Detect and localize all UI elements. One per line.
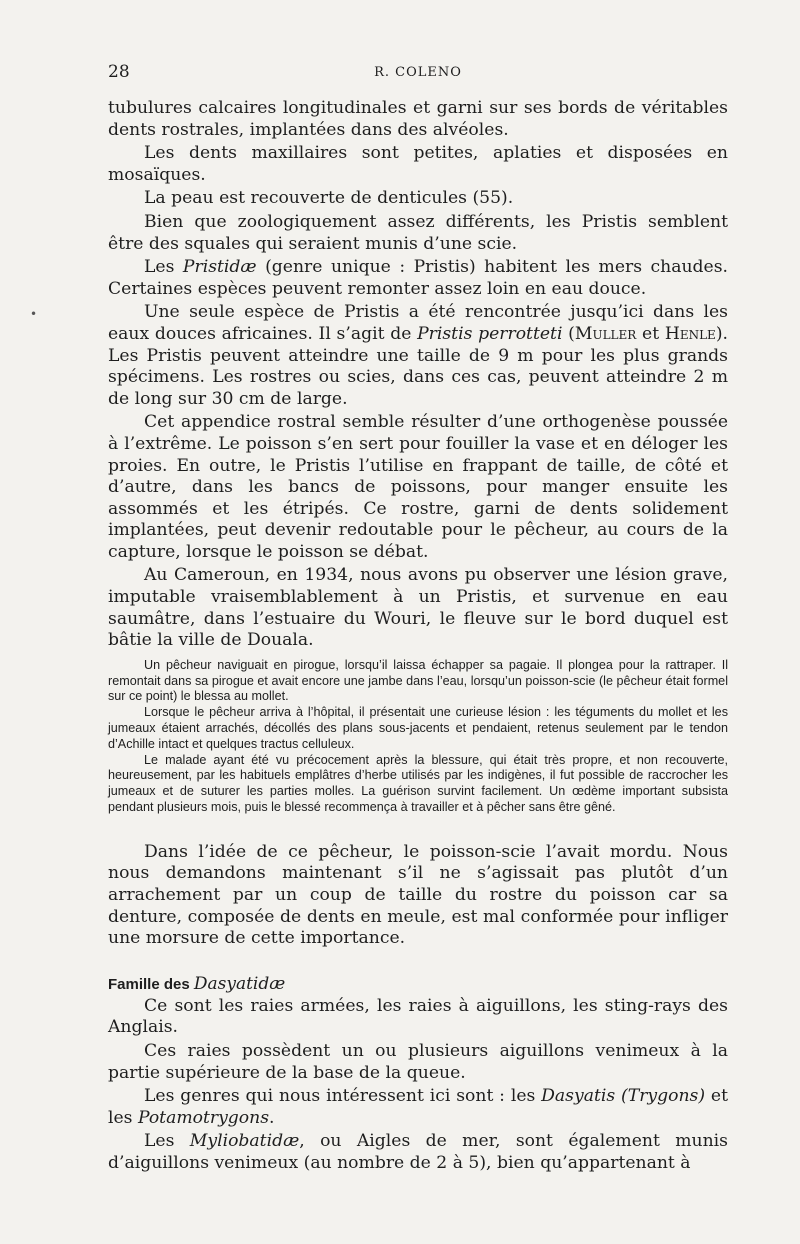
paragraph-13: Les Myliobatidæ, ou Aigles de mer, sont également munis d’aiguillons venimeux (au nombre de 2 à 5), bien qu’appartenant à xyxy=(108,1131,728,1173)
paragraph-8: Au Cameroun, en 1934, nous avons pu observer une lésion grave, imputable vraisemblablement à un Pristis, et survenue en eau saumâtre, dans l’estuaire du Wouri, le fleuve sur le bord duquel est bâtie la ville de Douala. xyxy=(108,565,728,651)
taxon-pristis-perrotteti: Pristis perrotteti xyxy=(417,323,563,344)
taxon-pristidae: Pristidæ xyxy=(182,257,257,278)
paragraph-12: Les genres qui nous intéressent ici sont : les Dasyatis (Trygons) et les Potamotrygons. xyxy=(108,1086,728,1128)
page-header xyxy=(108,62,728,84)
paragraph-9: Dans l’idée de ce pêcheur, le poisson-scie l’avait mordu. Nous nous demandons maintenant s’il ne s’agissait pas plutôt d’un arrachement par un coup de taille du rostre du poisson car sa denture, composée de dents en meule, est mal conformée pour infliger une morsure de cette importance. xyxy=(108,841,728,949)
case-paragraph-3: Le malade ayant été vu précocement après la blessure, qui était très propre, et non recouverte, heureusement, par les habituels emplâtres d’herbe utilisés par les indigènes, il fut possible de raccrocher les jumeaux et de suturer les parties molles. La guérison survint facilement. Un œdème important subsista pendant plusieurs mois, puis le blessé recommença à travailler et à pêcher sans être gêné. xyxy=(108,752,728,815)
paragraph-3: La peau est recouverte de denticules (55). xyxy=(144,188,514,209)
taxon-potamotrygons: Potamotrygons xyxy=(137,1107,270,1128)
taxon-dasyatis: Dasyatis (Trygons) xyxy=(541,1086,706,1107)
paragraph-5: Les Pristidæ (genre unique : Pristis) habitent les mers chaudes. Certaines espèces peuvent remonter assez loin en eau douce. xyxy=(108,257,729,299)
page-body xyxy=(108,98,728,1175)
page-number: 28 xyxy=(108,62,130,82)
margin-dot: • xyxy=(30,307,38,321)
paragraph-2: Les dents maxillaires sont petites, aplaties et disposées en mosaïques. xyxy=(108,143,728,185)
taxon-myliobatidae: Myliobatidæ xyxy=(189,1131,300,1152)
paragraph-6: Une seule espèce de Pristis a été rencontrée jusqu’ici dans les eaux douces africaines. Il s’agit de Pristis perrotteti (Muller et Henle). Les Pristis peuvent atteindre une taille de 9 m pour les plus grands spécimens. Les rostres ou scies, dans ces cas, peuvent atteindre 2 m de long sur 30 cm de large. xyxy=(108,302,728,409)
taxon-dasyatidae: Dasyatidæ xyxy=(193,973,286,994)
author-henle: Henle xyxy=(664,323,716,344)
paragraph-1: tubulures calcaires longitudinales et garni sur ses bords de véritables dents rostrales, implantées dans des alvéoles. xyxy=(108,98,728,140)
case-report xyxy=(108,658,728,816)
section-heading: Famille des Dasyatidæ xyxy=(108,973,286,994)
paragraph-4: Bien que zoologiquement assez différents, les Pristis semblent être des squales qui seraient munis d’une scie. xyxy=(108,211,728,254)
paragraph-11: Ces raies possèdent un ou plusieurs aiguillons venimeux à la partie supérieure de la base de la queue. xyxy=(108,1040,728,1083)
running-head-author: R. COLENO xyxy=(374,65,462,80)
paragraph-7: Cet appendice rostral semble résulter d’une orthogenèse poussée à l’extrême. Le poisson s’en sert pour fouiller la vase et en déloger les proies. En outre, le Pristis l’utilise en frappant de taille, de côté et d’autre, dans les bancs de poissons, pour manger ensuite les assommés et les étripés. Ce rostre, garni de dents solidement implantées, peut devenir redoutable pour le pêcheur, au cours de la capture, lorsque le poisson se débat. xyxy=(108,412,728,562)
case-paragraph-1: Un pêcheur naviguait en pirogue, lorsqu’il laissa échapper sa pagaie. Il plongea pour la rattraper. Il remontait dans sa pirogue et avait encore une jambe dans l’eau, lorsqu’un poisson-scie (le pêcheur était formel sur ce point) le blessa au mollet. xyxy=(108,657,728,704)
case-paragraph-2: Lorsque le pêcheur arriva à l’hôpital, il présentait une curieuse lésion : les téguments du mollet et les jumeaux étaient arrachés, décollés des plans sous-jacents et pendaient, retenus seulement par le tendon d’Achille intact et quelques tractus celluleux. xyxy=(108,705,728,751)
author-muller: Muller xyxy=(574,323,637,344)
paragraph-10: Ce sont les raies armées, les raies à aiguillons, les sting-rays des Anglais. xyxy=(108,995,728,1038)
